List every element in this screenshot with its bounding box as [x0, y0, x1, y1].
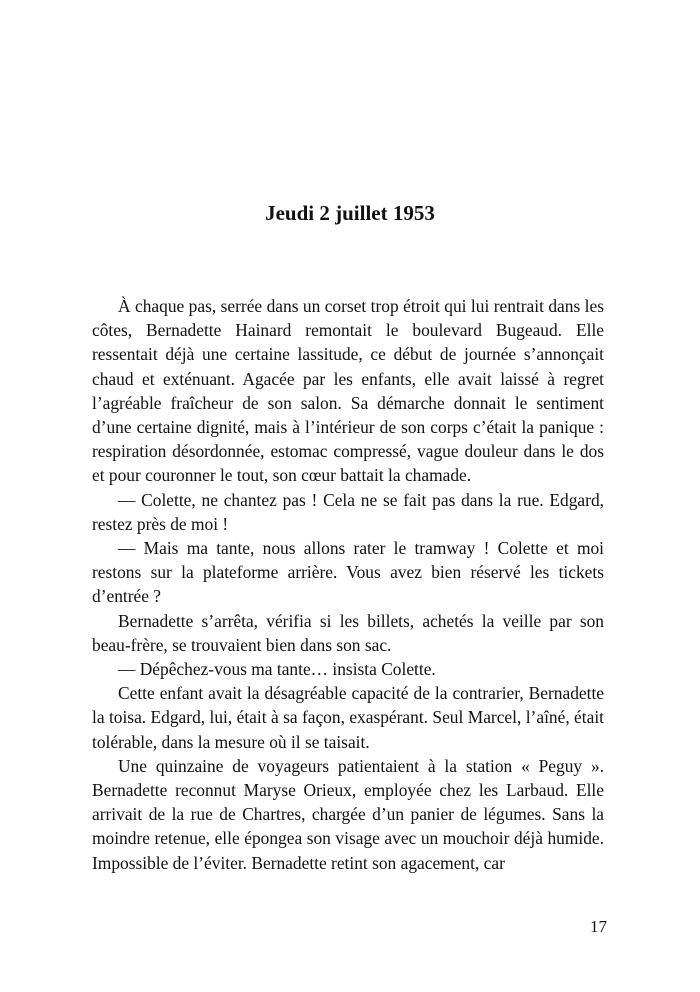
page-number: 17	[590, 917, 607, 936]
paragraph: Une quinzaine de voyageurs patientaient à la station « Peguy ». Bernadette reconnut Maryse Orieux, employée chez les Larbaud. Elle arrivait de la rue de Chartres, chargée d’un panier de légumes. Sans la moindre retenue, elle épongea son visage avec un mouchoir déjà humide. Impossible de l’éviter. Bernadette retint son agacement, car	[92, 755, 604, 873]
paragraph: À chaque pas, serrée dans un corset trop étroit qui lui rentrait dans les côtes, Bernadette Hainard remontait le boulevard Bugeaud. Elle ressentait déjà une certaine lassitude, ce début de journée s’annonçait chaud et exténuant. Agacée par les enfants, elle avait laissé à regret l’agréable fraîcheur de son salon. Sa démarche donnait le sentiment d’une certaine dignité, mais à l’intérieur de son corps c’était la panique : respiration désordonnée, estomac compressé, vague douleur dans le dos et pour couronner le tout, son cœur battait la chamade.	[92, 296, 604, 486]
paragraph: Bernadette s’arrêta, vérifia si les billets, achetés la veille par son beau-frère, se trouvaient bien dans son sac.	[92, 610, 604, 655]
paragraph: — Mais ma tante, nous allons rater le tramway ! Colette et moi restons sur la plateforme arrière. Vous avez bien réservé les tickets d’entrée ?	[92, 538, 604, 607]
paragraph: Cette enfant avait la désagréable capacité de la contrarier, Bernadette la toisa. Edgard, lui, était à sa façon, exaspérant. Seul Marcel, l’aîné, était tolérable, dans la mesure où il se taisait.	[92, 683, 604, 752]
chapter-title: Jeudi 2 juillet 1953	[265, 201, 435, 225]
paragraph: — Colette, ne chantez pas ! Cela ne se fait pas dans la rue. Edgard, restez près de moi !	[92, 489, 604, 534]
paragraph: — Dépêchez-vous ma tante… insista Colette.	[118, 659, 436, 680]
body-text	[92, 294, 604, 875]
